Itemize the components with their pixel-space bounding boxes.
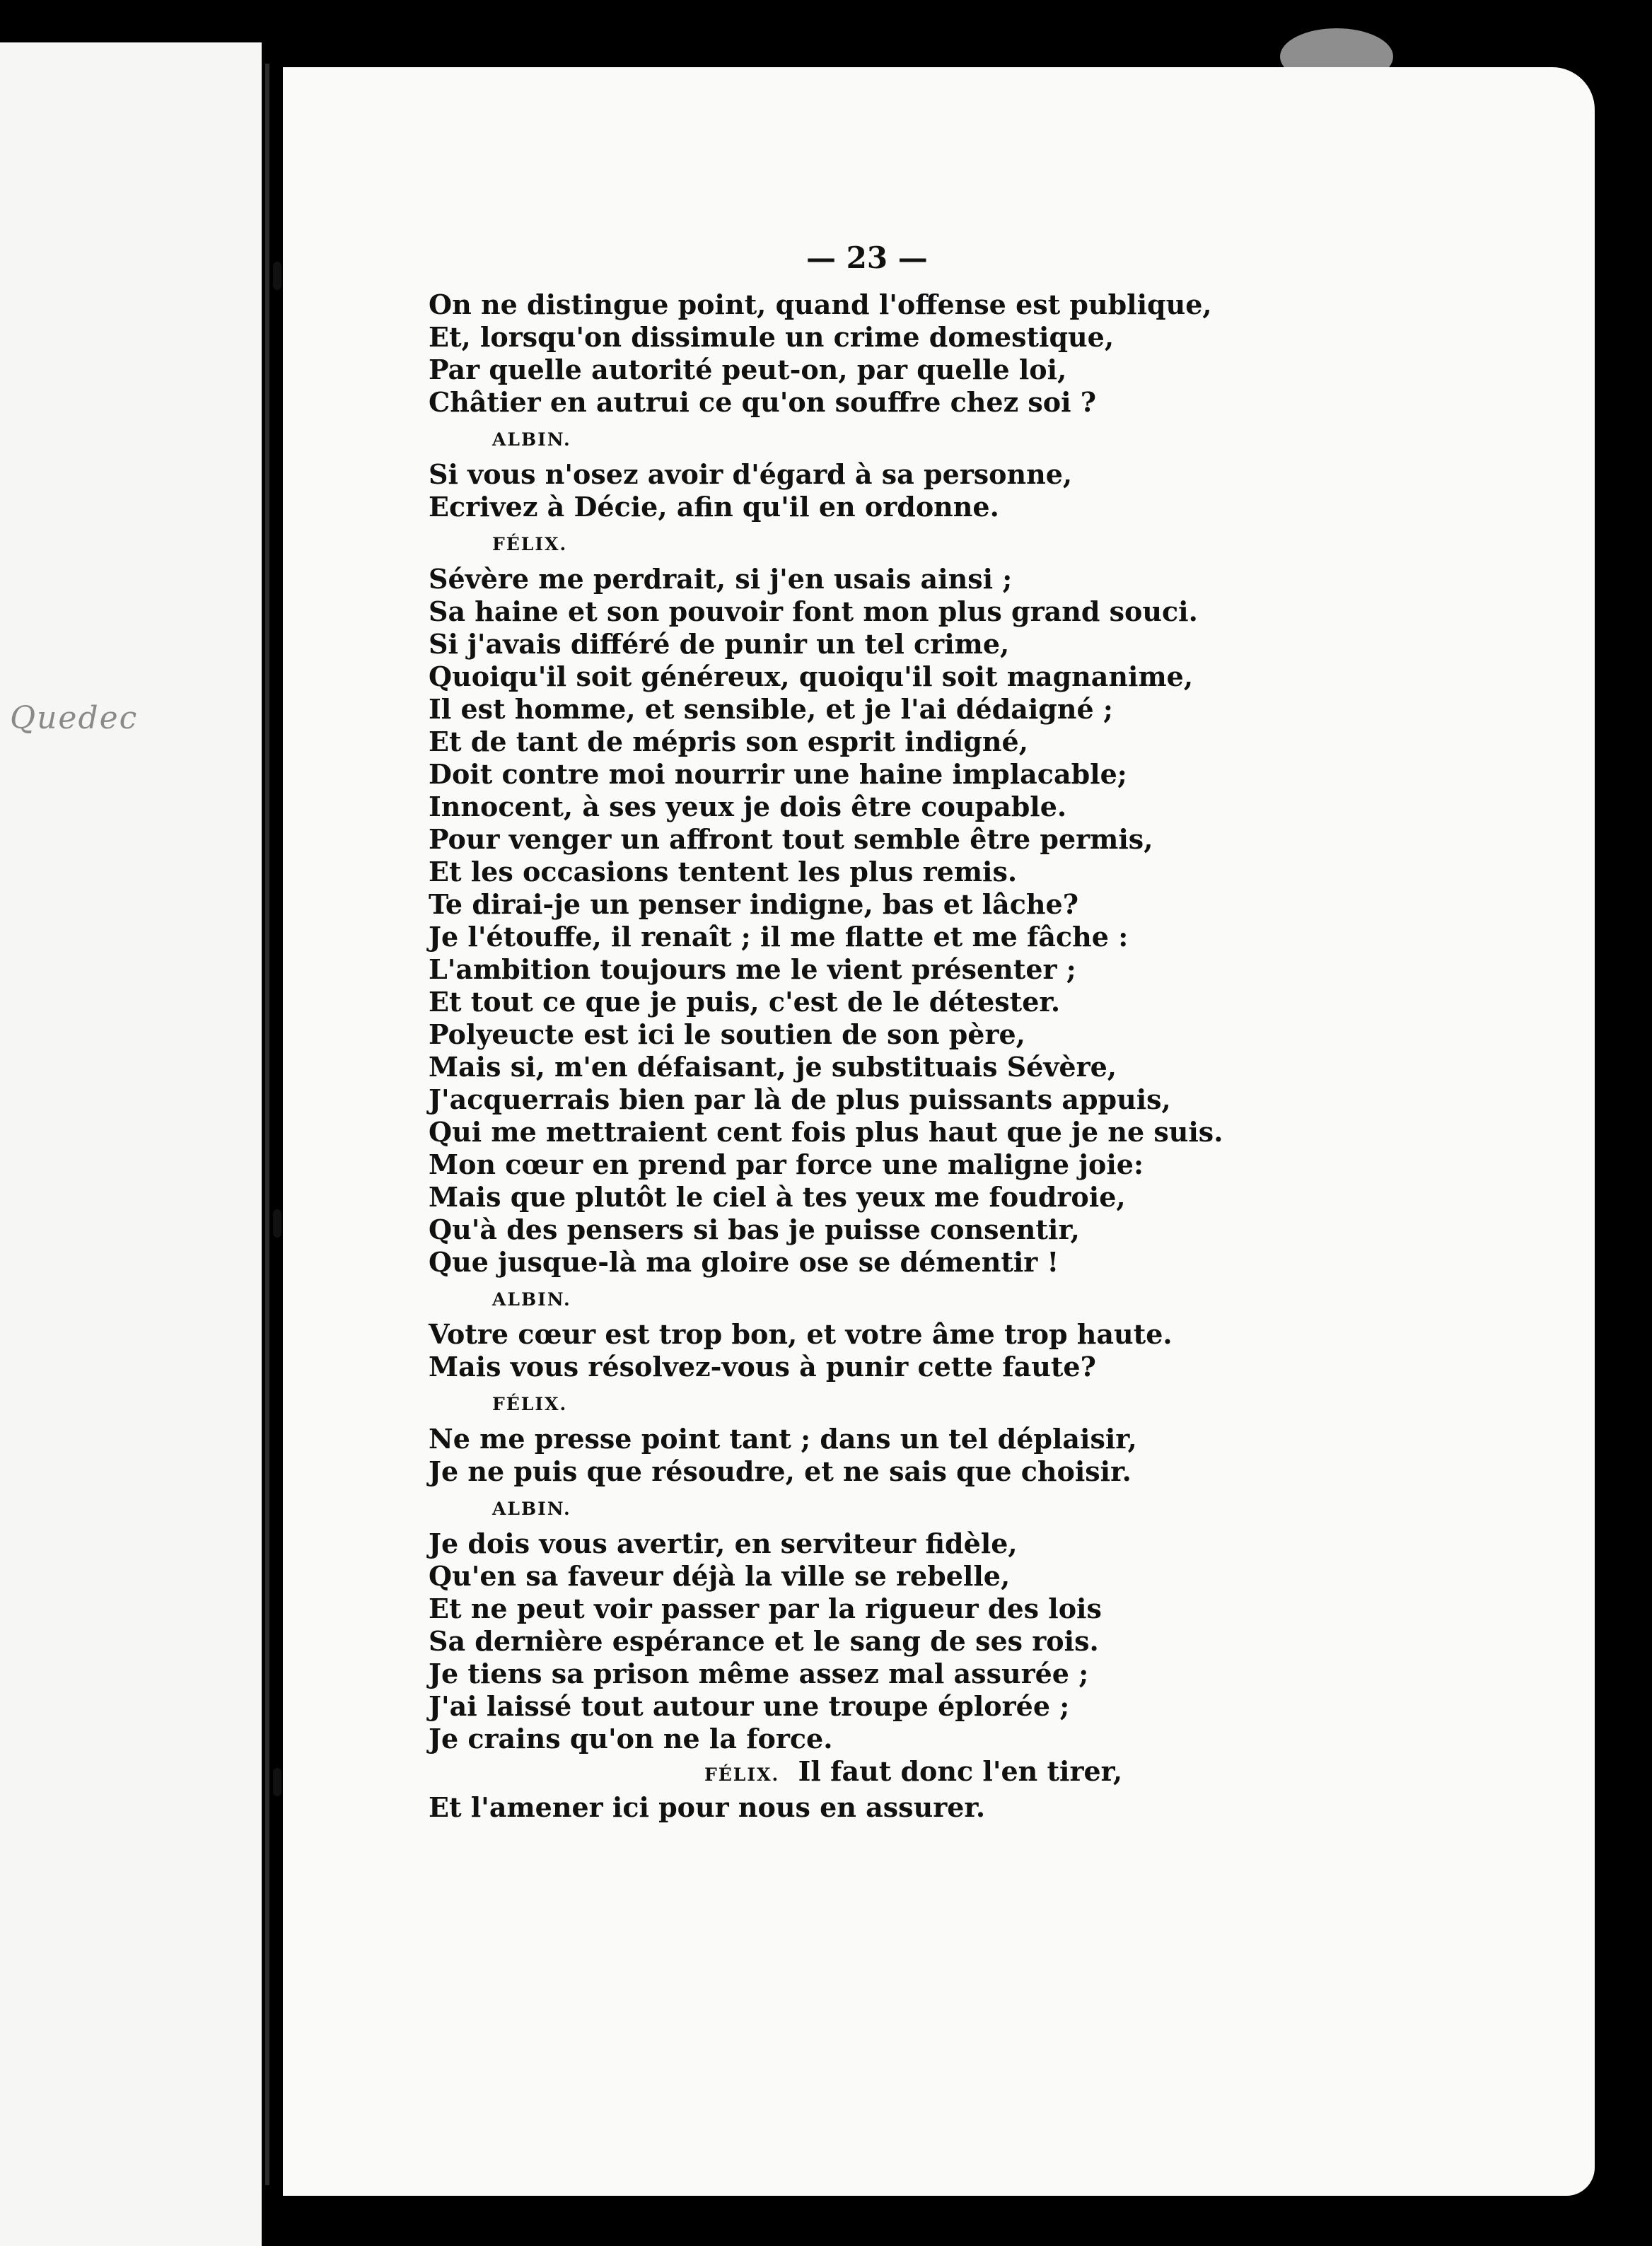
- book-gutter: [265, 64, 269, 2185]
- verse-line: Qu'à des pensers si bas je puisse consentir,: [429, 1214, 1080, 1245]
- verse-line: Je ne puis que résoudre, et ne sais que choisir.: [429, 1455, 1132, 1487]
- verse-line: Si vous n'osez avoir d'égard à sa personne,: [429, 458, 1073, 490]
- verse-line: Sa haine et son pouvoir font mon plus grand souci.: [429, 595, 1198, 627]
- binding-thread: [273, 1209, 281, 1238]
- verse-line: Polyeucte est ici le soutien de son père,: [429, 1018, 1025, 1050]
- shared-verse-line: [429, 1755, 1150, 1791]
- verse-line: Je dois vous avertir, en serviteur fidèle,: [429, 1528, 1018, 1559]
- verse-line: Et les occasions tentent les plus remis.: [429, 856, 1018, 888]
- verse-line: Par quelle autorité peut-on, par quelle loi,: [429, 354, 1067, 385]
- page-number: — 23 —: [806, 240, 928, 275]
- verse-line: Qui me mettraient cent fois plus haut que je ne suis.: [429, 1116, 1223, 1148]
- verse-line: L'ambition toujours me le vient présenter ;: [429, 953, 1076, 985]
- verse-line: Que jusque-là ma gloire ose se démentir !: [429, 1246, 1059, 1278]
- speaker-name: ALBIN.: [492, 429, 571, 450]
- binding-thread: [273, 262, 281, 290]
- verse-line: J'ai laissé tout autour une troupe éplorée ;: [429, 1690, 1070, 1722]
- verse-line: J'acquerrais bien par là de plus puissants appuis,: [429, 1083, 1171, 1115]
- speaker-name: FÉLIX.: [492, 534, 568, 554]
- verse-line: Et l'amener ici pour nous en assurer.: [429, 1791, 986, 1823]
- verse-line: Te dirai-je un penser indigne, bas et lâche?: [429, 888, 1078, 920]
- speaker-name: ALBIN.: [492, 1499, 571, 1519]
- verse-line: Si j'avais différé de punir un tel crime,: [429, 628, 1010, 660]
- verse-line: Mais que plutôt le ciel à tes yeux me foudroie,: [429, 1181, 1126, 1213]
- verse-line: Châtier en autrui ce qu'on souffre chez soi ?: [429, 386, 1097, 418]
- verse-text: Il faut donc l'en tirer,: [798, 1755, 1123, 1787]
- verse-line: Et tout ce que je puis, c'est de le détester.: [429, 986, 1061, 1018]
- verse-line: Innocent, à ses yeux je dois être coupable.: [429, 791, 1067, 822]
- verse-line: Ecrivez à Décie, afin qu'il en ordonne.: [429, 491, 999, 523]
- verse-line: Et, lorsqu'on dissimule un crime domestique,: [429, 321, 1115, 353]
- verse-line: Sévère me perdrait, si j'en usais ainsi ;: [429, 563, 1013, 595]
- spacer: [779, 1755, 798, 1787]
- verse-line: Votre cœur est trop bon, et votre âme trop haute.: [429, 1318, 1173, 1350]
- verse-line: Pour venger un affront tout semble être permis,: [429, 823, 1153, 855]
- binding-thread: [273, 1768, 281, 1796]
- left-page-edge: [0, 42, 262, 2246]
- verse-line: Je l'étouffe, il renaît ; il me flatte et me fâche :: [429, 921, 1129, 953]
- margin-handwriting: Quedec: [10, 700, 139, 736]
- verse-line: Mais si, m'en défaisant, je substituais Sévère,: [429, 1051, 1117, 1083]
- verse-line: Mon cœur en prend par force une maligne joie:: [429, 1148, 1144, 1180]
- verse-line: Qu'en sa faveur déjà la ville se rebelle,: [429, 1560, 1011, 1592]
- verse-line: On ne distingue point, quand l'offense est publique,: [429, 289, 1212, 320]
- verse-line: Il est homme, et sensible, et je l'ai dédaigné ;: [429, 693, 1113, 725]
- play-text: [429, 289, 1223, 1824]
- speaker-name: FÉLIX.: [492, 1394, 568, 1414]
- verse-line: Je tiens sa prison même assez mal assurée ;: [429, 1658, 1089, 1689]
- verse-line: Sa dernière espérance et le sang de ses rois.: [429, 1625, 1099, 1657]
- speaker-name: ALBIN.: [492, 1289, 571, 1310]
- verse-line: Doit contre moi nourrir une haine implacable;: [429, 758, 1127, 790]
- verse-line: Et ne peut voir passer par la rigueur des lois: [429, 1593, 1102, 1624]
- verse-line: Et de tant de mépris son esprit indigné,: [429, 726, 1028, 757]
- speaker-name: FÉLIX.: [704, 1764, 780, 1785]
- verse-line: Ne me presse point tant ; dans un tel déplaisir,: [429, 1423, 1137, 1455]
- verse-line: Quoiqu'il soit généreux, quoiqu'il soit magnanime,: [429, 661, 1194, 692]
- verse-line: Je crains qu'on ne la force.: [429, 1723, 833, 1755]
- verse-line: Mais vous résolvez-vous à punir cette faute?: [429, 1351, 1096, 1383]
